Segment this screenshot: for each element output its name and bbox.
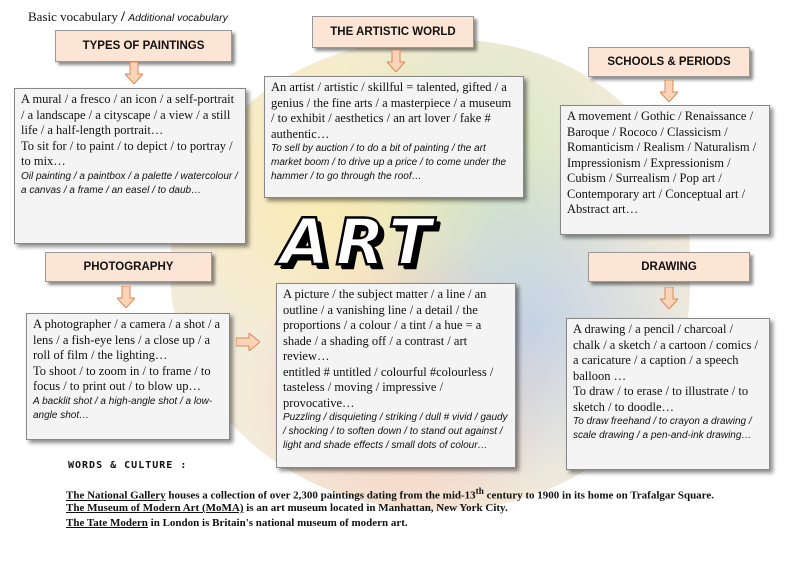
words-culture-title: WORDS & CULTURE : (68, 460, 188, 471)
basic-vocabulary-label: Basic vocabulary (28, 9, 118, 24)
types-basic-text: A mural / a fresco / an icon / a self-portrait / a landscape / a cityscape / a view / a still life / a half-length portrait… (21, 92, 235, 137)
moma-name: The Museum of Modern Art (MoMA) (66, 502, 244, 514)
photography-box (26, 313, 230, 440)
types-of-paintings-box (14, 88, 246, 244)
schools-text: A movement / Gothic / Renaissance / Baroque / Rococo / Classicism / Romanticism / Realism / Naturalism / Impressionism / Expressionism / Cubism / Surrealism / Pop art / Contemporary art / Conceptual art / Abstract art… (567, 109, 757, 216)
vocabulary-legend (28, 9, 228, 26)
culture-tate-modern: The Tate Modern in London is Britain's national museum of modern art. (66, 517, 408, 529)
arrow-down-icon (117, 286, 135, 308)
national-gallery-name: The National Gallery (66, 489, 166, 502)
arrow-right-icon (236, 333, 260, 351)
art-title: ART (280, 206, 438, 280)
drawing-verbs-text: To draw / to erase / to illustrate / to sketch / to doodle… (573, 384, 749, 414)
types-additional-text: Oil painting / a paintbox / a palette / watercolour / a canvas / a frame / an easel / to daub… (21, 170, 238, 196)
photography-additional-text: A backlit shot / a high-angle shot / a low-angle shot… (33, 395, 213, 421)
header-schools-periods: SCHOOLS & PERIODS (588, 47, 750, 77)
picture-description-box (276, 283, 516, 468)
schools-periods-box (560, 105, 770, 235)
arrow-down-icon (660, 80, 678, 102)
additional-vocabulary-label: Additional vocabulary (128, 12, 228, 24)
header-drawing: DRAWING (588, 252, 750, 282)
arrow-down-icon (125, 62, 143, 84)
legend-slash: / (120, 9, 126, 25)
arrow-down-icon (660, 287, 678, 309)
header-photography: PHOTOGRAPHY (45, 252, 212, 282)
types-verbs-text: To sit for / to paint / to depict / to portray / to mix… (21, 138, 233, 168)
culture-moma: The Museum of Modern Art (MoMA) is an art museum located in Manhattan, New York City. (66, 502, 508, 514)
center-additional-text: Puzzling / disquieting / striking / dull # vivid / gaudy / shocking / to soften down / to stand out against / light and shade effects / small dots of colour… (283, 412, 508, 451)
center-basic-text: A picture / the subject matter / a line / an outline / a vanishing line / a detail / the proportions / a colour / a tint / a hue = a shade / a shading off / a contrast / art review… (283, 287, 487, 363)
drawing-additional-text: To draw freehand / to crayon a drawing / scale drawing / a pen-and-ink drawing… (573, 416, 752, 441)
arrow-down-icon (387, 50, 405, 72)
tate-modern-name: The Tate Modern (66, 517, 148, 529)
artistic-basic-text: An artist / artistic / skillful = talented, gifted / a genius / the fine arts / a masterpiece / a museum / to exhibit / aesthetics / an art lover / fake # authentic… (271, 80, 512, 141)
photography-basic-text: A photographer / a camera / a shot / a lens / a fish-eye lens / a close up / a roll of film / the lighting… (33, 317, 221, 362)
drawing-box (566, 318, 770, 470)
artistic-additional-text: To sell by auction / to do a bit of painting / the art market boom / to drive up a price / to come under the hammer / to go through the roof… (271, 143, 507, 182)
center-adjectives-text: entitled # untitled / colourful #colourless / tasteless / moving / impressive / provocative… (283, 364, 494, 410)
culture-national-gallery: The National Gallery houses a collection of over 2,300 paintings dating from the mid-13th century to 1900 in its home on Trafalgar Square. (66, 486, 715, 502)
header-types-of-paintings: TYPES OF PAINTINGS (55, 30, 232, 62)
drawing-basic-text: A drawing / a pencil / charcoal / chalk / a sketch / a cartoon / comics / a caricature / a caption / a speech balloon … (573, 322, 759, 383)
photography-verbs-text: To shoot / to zoom in / to frame / to focus / to print out / to blow up… (33, 363, 211, 393)
header-artistic-world: THE ARTISTIC WORLD (312, 16, 474, 48)
artistic-world-box (264, 76, 524, 198)
